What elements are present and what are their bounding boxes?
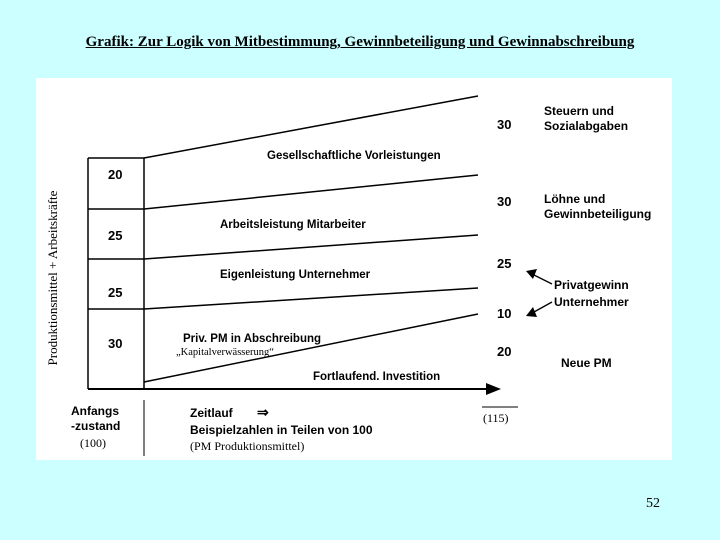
- end-value-neue-pm: 20: [497, 344, 512, 359]
- band-label-vorleistungen: Gesellschaftliche Vorleistungen: [267, 150, 441, 162]
- band-label-arbeitsleistung: Arbeitsleistung Mitarbeiter: [220, 219, 366, 231]
- privat-arrow-lower-head: [526, 307, 537, 317]
- right-label-neue-pm: Neue PM: [561, 356, 612, 370]
- pm-note: (PM Produktionsmittel): [190, 439, 305, 453]
- end-value-loehne: 30: [497, 194, 512, 209]
- start-value-1: 20: [108, 167, 123, 182]
- right-label-privat-2: Unternehmer: [554, 295, 629, 309]
- diagram-panel: [36, 78, 672, 460]
- start-state-label-2: -zustand: [71, 419, 121, 433]
- start-value-3: 25: [108, 285, 123, 300]
- privat-arrow-upper-line: [534, 275, 552, 284]
- end-total: (115): [483, 411, 509, 425]
- growth-line-top: [144, 96, 478, 158]
- start-state-label-1: Anfangs: [71, 404, 119, 418]
- band-label-fortlaufend: Fortlaufend. Investition: [313, 371, 441, 383]
- time-axis-arrowhead: [486, 383, 501, 395]
- start-total: (100): [80, 436, 106, 450]
- slide-title: Grafik: Zur Logik von Mitbestimmung, Gewinnbeteiligung und Gewinnabschreibung: [85, 34, 635, 50]
- band-label-priv-pm: Priv. PM in Abschreibung: [183, 333, 322, 345]
- start-value-4: 30: [108, 336, 123, 351]
- right-label-steuern-1: Steuern und: [544, 104, 615, 118]
- time-arrow-symbol: ⇒: [257, 404, 269, 420]
- right-label-loehne-1: Löhne und: [544, 192, 606, 206]
- growth-line-2: [144, 235, 478, 259]
- time-label: Zeitlauf: [190, 406, 233, 420]
- y-axis-label: Produktionsmittel + Arbeitskräfte: [45, 190, 60, 366]
- page-number: 52: [646, 496, 660, 511]
- band-label-kapital: „Kapitalverwässerung“: [176, 347, 274, 358]
- privat-arrow-lower-line: [534, 302, 552, 312]
- growth-line-1: [144, 175, 478, 209]
- end-value-abschreibung: 10: [497, 306, 512, 321]
- right-label-loehne-2: Gewinnbeteiligung: [544, 207, 652, 221]
- end-value-privat: 25: [497, 256, 512, 271]
- right-label-steuern-2: Sozialabgaben: [544, 119, 629, 133]
- privat-arrow-upper-head: [526, 269, 537, 279]
- example-note: Beispielzahlen in Teilen von 100: [190, 423, 373, 437]
- right-label-privat-1: Privatgewinn: [554, 278, 629, 292]
- growth-line-3: [144, 288, 478, 309]
- end-value-steuern: 30: [497, 117, 512, 132]
- start-value-2: 25: [108, 228, 123, 243]
- band-label-eigenleistung: Eigenleistung Unternehmer: [220, 269, 371, 281]
- diagram-svg: [36, 78, 672, 460]
